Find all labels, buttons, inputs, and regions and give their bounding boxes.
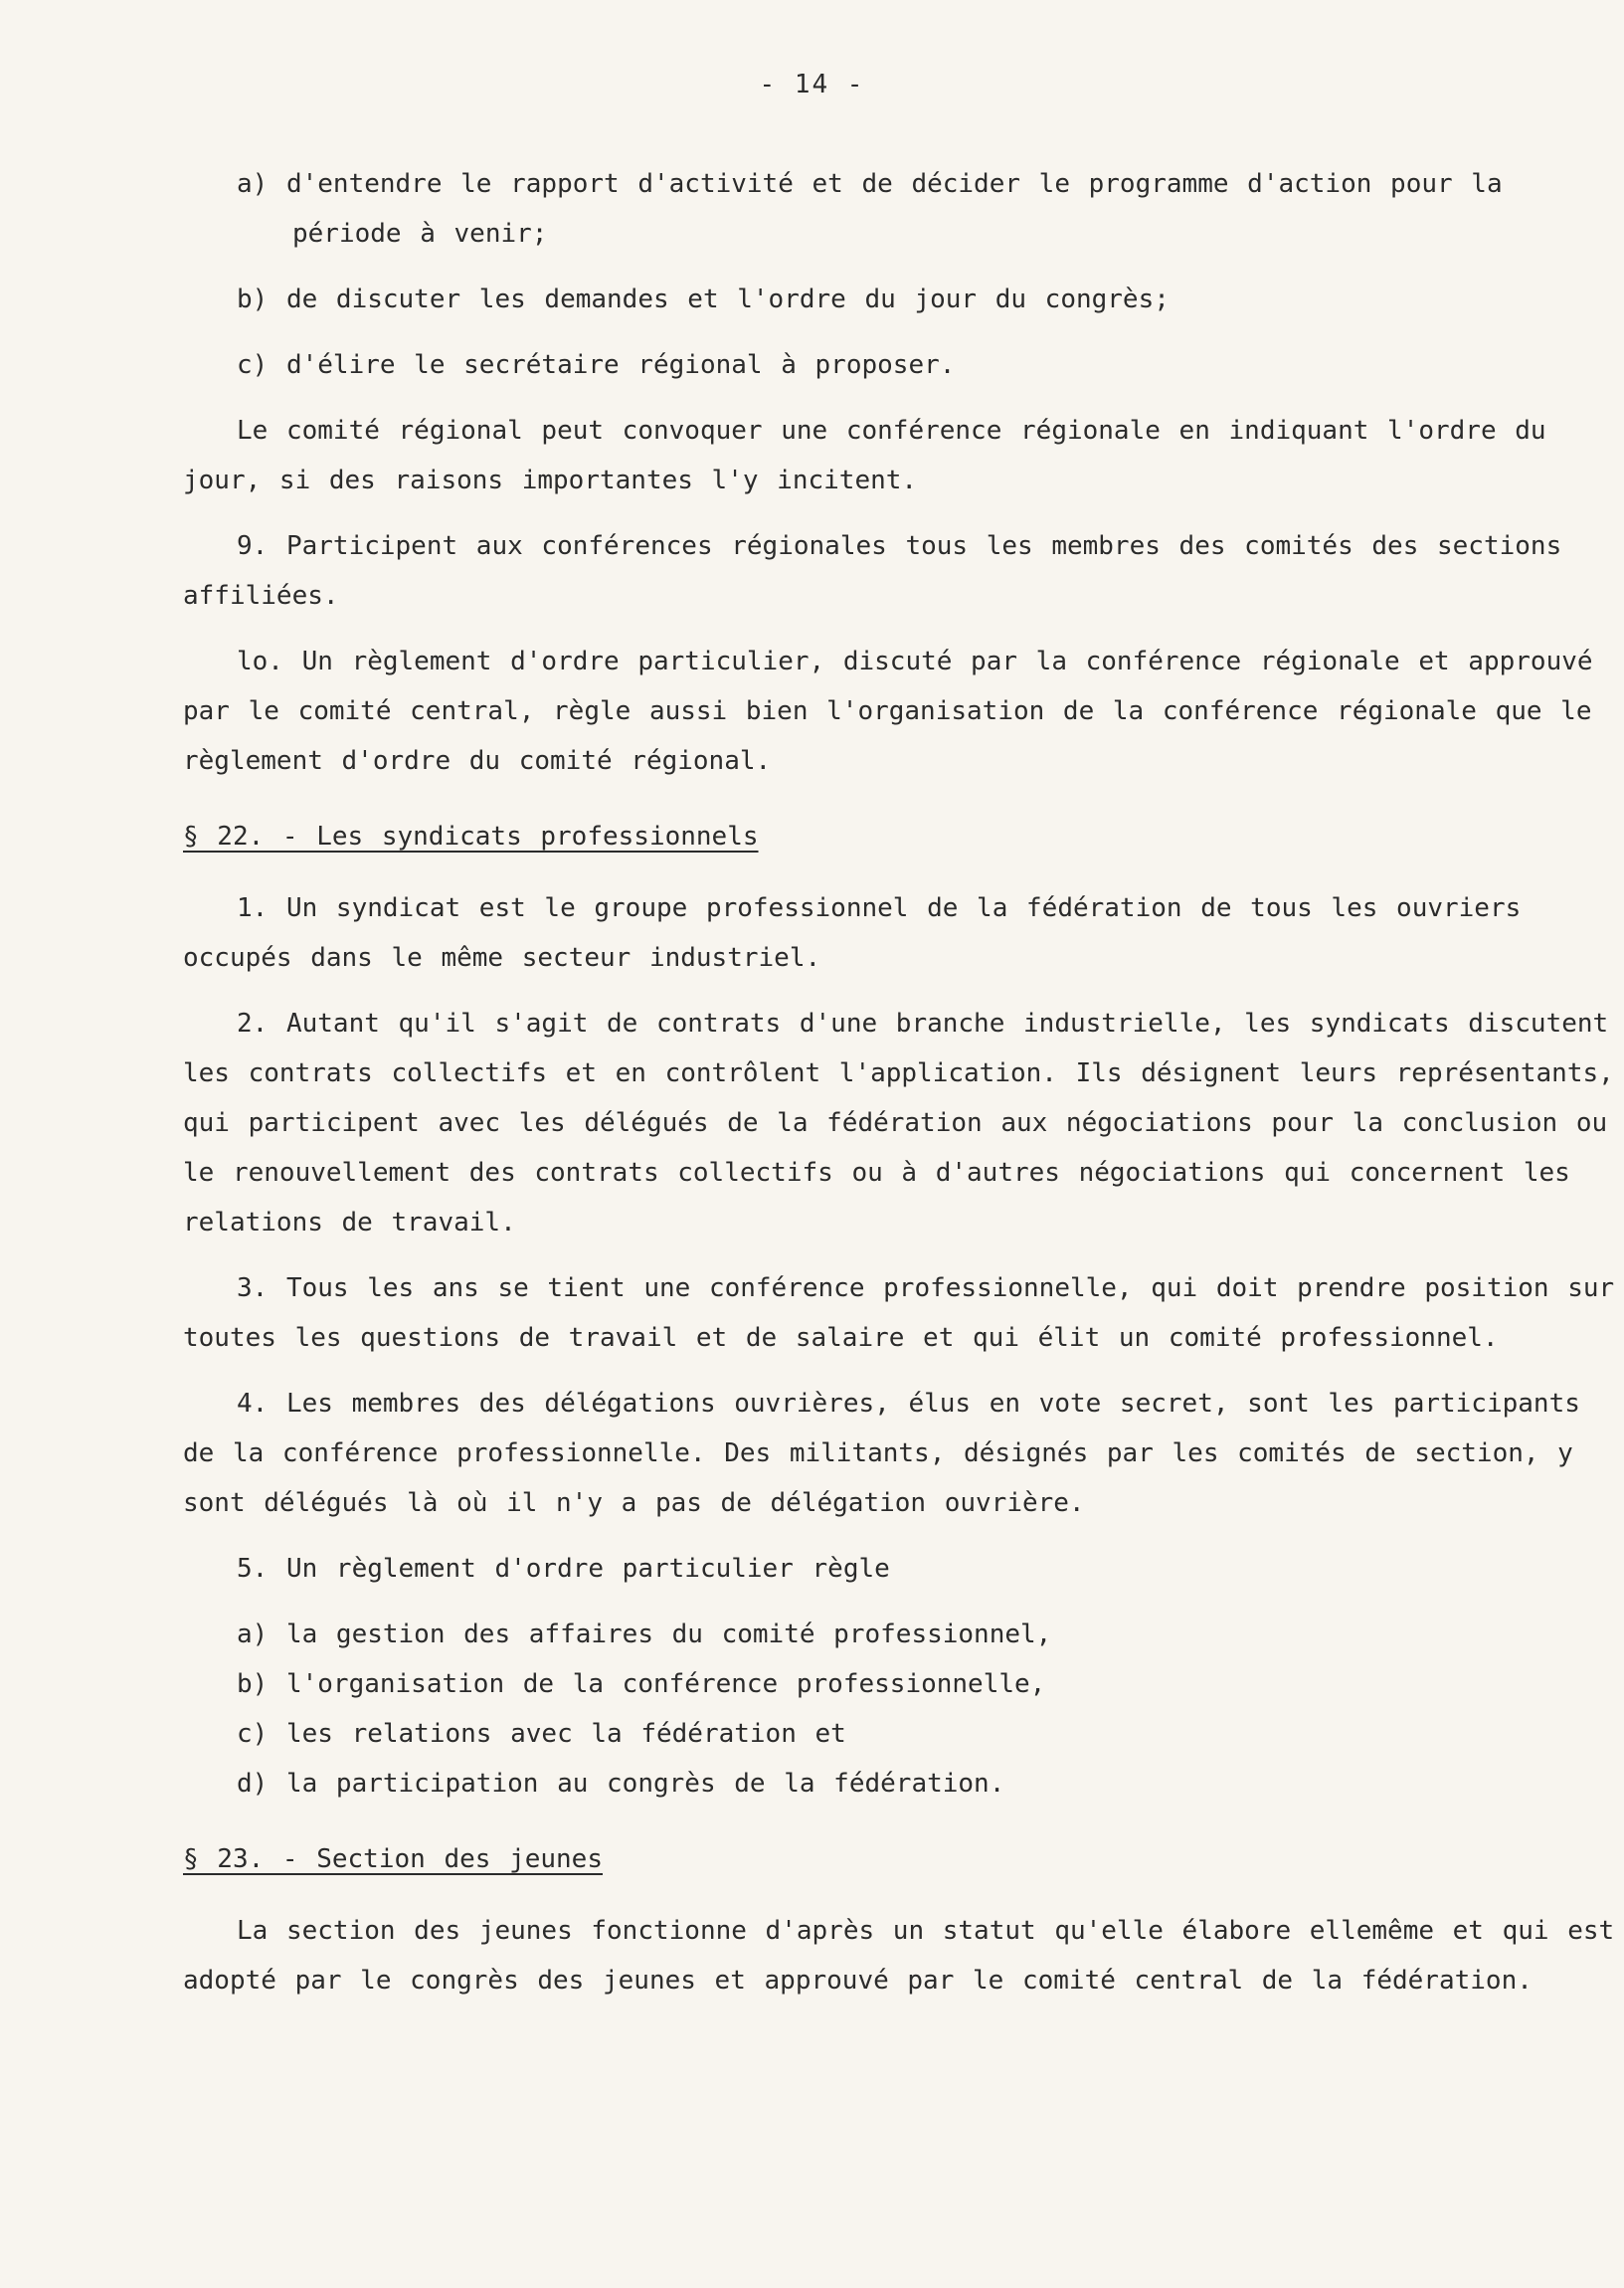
section-22-paragraph-1: 1. Un syndicat est le groupe professionnel de la fédération de tous les ouvriers occupés dans le même secteur industriel. — [183, 893, 1522, 973]
paragraph-comite-regional: Le comité régional peut convoquer une conférence régionale en indiquant l'ordre du jour, si des raisons importantes l'y incitent. — [183, 416, 1546, 495]
list-item-b: b) de discuter les demandes et l'ordre du jour du congrès; — [237, 285, 1170, 314]
paragraph-10: lo. Un règlement d'ordre particulier, discuté par la conférence régionale et approuvé par le comité central, règle aussi bien l'organisation de la conférence régionale que le règlement d'ordre du comité régional. — [183, 647, 1593, 776]
section-22-sub-d: d) la participation au congrès de la fédération. — [237, 1769, 1005, 1799]
section-22-heading-wrap — [183, 802, 1615, 875]
section-23-heading-wrap — [183, 1824, 1615, 1898]
section-23-heading: § 23. - Section des jeunes — [183, 1844, 603, 1874]
paragraph-9: 9. Participent aux conférences régionales tous les membres des comités des sections affiliées. — [183, 531, 1562, 611]
list-item-c: c) d'élire le secrétaire régional à proposer. — [237, 350, 956, 380]
section-22-sub-a: a) la gestion des affaires du comité professionnel, — [237, 1620, 1052, 1649]
section-23-paragraph-1: La section des jeunes fonctionne d'après un statut qu'elle élabore ellemême et qui est adopté par le congrès des jeunes et approuvé par le comité central de la fédération. — [183, 1916, 1615, 1996]
section-22-paragraph-5: 5. Un règlement d'ordre particulier règle — [237, 1554, 890, 1584]
list-item-a: a) d'entendre le rapport d'activité et de décider le programme d'action pour la période à venir; — [237, 169, 1503, 249]
section-22-paragraph-4: 4. Les membres des délégations ouvrières, élus en vote secret, sont les participants de la conférence professionnelle. Des militants, désignés par les comités de section, y sont délégués là où il n'y a pas de délégation ouvrière. — [183, 1389, 1580, 1518]
document-body — [183, 159, 1615, 2021]
page-number: - 14 - — [759, 70, 865, 99]
section-22-paragraph-3: 3. Tous les ans se tient une conférence professionnelle, qui doit prendre position sur toutes les questions de travail et de salaire et qui élit un comité professionnel. — [183, 1273, 1615, 1353]
section-22-heading: § 22. - Les syndicats professionnels — [183, 822, 759, 852]
section-22-paragraph-2: 2. Autant qu'il s'agit de contrats d'une branche industrielle, les syndicats discutent les contrats collectifs et en contrôlent l'application. Ils désignent leurs représentants, qui participent avec les délégués de la fédération aux négociations pour la conclusion ou le renouvellement des contrats collectifs ou à d'autres négociations qui concernent les relations de travail. — [183, 1009, 1614, 1238]
section-22-sub-b: b) l'organisation de la conférence professionnelle, — [237, 1669, 1046, 1699]
section-22-sub-c: c) les relations avec la fédération et — [237, 1719, 846, 1749]
